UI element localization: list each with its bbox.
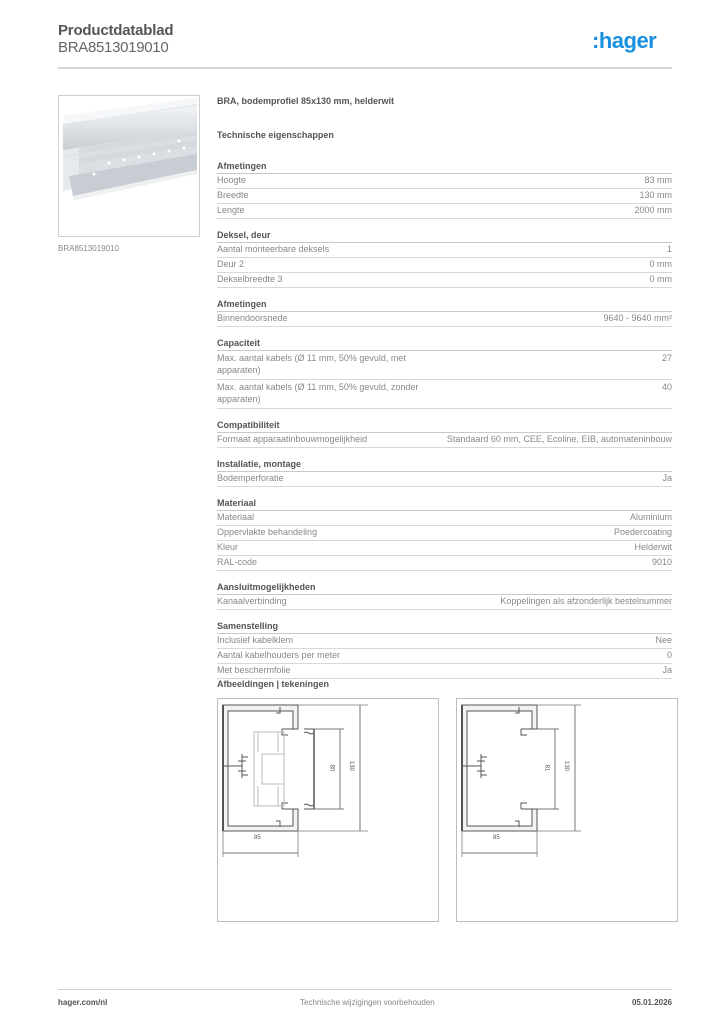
profile-section-drawing-icon xyxy=(457,699,679,923)
spec-value: Helderwit xyxy=(634,542,672,552)
article-number: BRA8513019010 xyxy=(58,39,169,56)
spec-group-title: Compatibiliteit xyxy=(217,419,672,433)
hager-logo: :hager xyxy=(592,28,657,53)
spec-group-title: Installatie, montage xyxy=(217,458,672,472)
spec-row xyxy=(217,595,672,610)
spec-value: 40 xyxy=(661,382,672,392)
spec-value: 0 mm xyxy=(649,259,672,269)
height-dimension: 130 xyxy=(563,760,570,772)
spec-group-afmetingen-2 xyxy=(217,298,672,327)
width-dimension: 85 xyxy=(493,835,500,841)
spec-label: Breedte xyxy=(217,190,249,200)
header-divider xyxy=(58,67,672,69)
spec-value: 0 xyxy=(666,650,672,660)
spec-group-title: Capaciteit xyxy=(217,337,672,351)
spec-value: 1 xyxy=(666,244,672,254)
spec-label: Aantal monteerbare deksels xyxy=(217,244,330,254)
document-title: Productdatablad xyxy=(58,22,174,39)
spec-value: 9640 - 9640 mm² xyxy=(603,313,672,323)
spec-row xyxy=(217,541,672,556)
spec-row xyxy=(217,174,672,189)
spec-value: Koppelingen als afzonderlijk bestelnummer xyxy=(500,596,672,606)
spec-group-afmetingen xyxy=(217,160,672,219)
spec-label: Binnendoorsnede xyxy=(217,313,288,323)
product-photo xyxy=(58,95,200,237)
product-details xyxy=(217,96,672,689)
spec-row xyxy=(217,664,672,679)
spec-value: 9010 xyxy=(651,557,672,567)
spec-value: 83 mm xyxy=(644,175,672,185)
spec-label: Hoogte xyxy=(217,175,247,185)
spec-value: 0 mm xyxy=(649,274,672,284)
spec-label: Inclusief kabelklem xyxy=(217,635,294,645)
spec-row xyxy=(217,526,672,541)
drawings-heading: Afbeeldingen | tekeningen xyxy=(217,679,330,689)
spec-group-compatibiliteit xyxy=(217,419,672,448)
spec-label: Lengte xyxy=(217,205,245,215)
spec-group-capaciteit xyxy=(217,337,672,409)
width-dimension: 85 xyxy=(254,835,261,841)
spec-label: Formaat apparaatinbouwmogelijkheid xyxy=(217,434,368,444)
spec-row xyxy=(217,204,672,219)
drawing-with-device xyxy=(217,698,439,922)
spec-label: Met beschermfolie xyxy=(217,665,291,675)
spec-group-title: Materiaal xyxy=(217,497,672,511)
footer-divider xyxy=(58,989,672,990)
spec-group-title: Samenstelling xyxy=(217,620,672,634)
spec-value: Poedercoating xyxy=(613,527,672,537)
profile-with-device-drawing-icon xyxy=(218,699,440,923)
spec-label: Oppervlakte behandeling xyxy=(217,527,318,537)
height-dimension: 130 xyxy=(348,760,355,772)
product-photo-caption: BRA8513019010 xyxy=(58,244,119,253)
spec-value: 2000 mm xyxy=(634,205,672,215)
spec-row xyxy=(217,472,672,487)
spec-row xyxy=(217,634,672,649)
spec-label: Dekselbreedte 3 xyxy=(217,274,283,284)
spec-row xyxy=(217,380,672,409)
spec-label: Kleur xyxy=(217,542,239,552)
spec-row xyxy=(217,511,672,526)
spec-label: Deur 2 xyxy=(217,259,245,269)
spec-group-materiaal xyxy=(217,497,672,571)
spec-value: Standaard 60 mm, CEE, Ecoline, EIB, automateninbouw xyxy=(446,434,672,444)
spec-label: Materiaal xyxy=(217,512,255,522)
spec-label: Max. aantal kabels (Ø 11 mm, 50% gevuld, zonder apparaten) xyxy=(217,382,419,404)
spec-group-deksel-deur xyxy=(217,229,672,288)
spec-group-title: Afmetingen xyxy=(217,298,672,312)
product-title: BRA, bodemprofiel 85x130 mm, helderwit xyxy=(217,96,395,106)
spec-row xyxy=(217,556,672,571)
spec-label: RAL-code xyxy=(217,557,258,567)
inner-height-dimension: 80 xyxy=(328,764,335,772)
spec-value: 130 mm xyxy=(639,190,672,200)
spec-value: Nee xyxy=(655,635,672,645)
spec-label: Bodemperforatie xyxy=(217,473,284,483)
spec-value: Aluminium xyxy=(629,512,672,522)
spec-group-samenstelling xyxy=(217,620,672,679)
spec-group-title: Aansluitmogelijkheden xyxy=(217,581,672,595)
spec-label: Kanaalverbinding xyxy=(217,596,287,606)
spec-value: Ja xyxy=(662,665,672,675)
spec-row xyxy=(217,189,672,204)
spec-group-installatie xyxy=(217,458,672,487)
spec-row xyxy=(217,312,672,327)
spec-label: Aantal kabelhouders per meter xyxy=(217,650,341,660)
spec-row xyxy=(217,433,672,448)
technical-heading: Technische eigenschappen xyxy=(217,130,334,140)
spec-row xyxy=(217,258,672,273)
spec-row xyxy=(217,273,672,288)
footer-disclaimer: Technische wijzigingen voorbehouden xyxy=(300,998,435,1007)
footer-website-link[interactable]: hager.com/nl xyxy=(58,998,108,1007)
spec-row xyxy=(217,351,672,380)
spec-group-aansluitmogelijkheden xyxy=(217,581,672,610)
spec-group-title: Afmetingen xyxy=(217,160,672,174)
inner-height-dimension: 81 xyxy=(543,764,550,772)
drawing-profile-section xyxy=(456,698,678,922)
spec-value: 27 xyxy=(661,353,672,363)
spec-group-title: Deksel, deur xyxy=(217,229,672,243)
spec-row xyxy=(217,243,672,258)
footer-date: 05.01.2026 xyxy=(631,998,672,1007)
spec-row xyxy=(217,649,672,664)
cable-duct-profile-photo-icon xyxy=(59,96,200,237)
spec-value: Ja xyxy=(662,473,672,483)
spec-label: Max. aantal kabels (Ø 11 mm, 50% gevuld, met apparaten) xyxy=(217,353,406,375)
